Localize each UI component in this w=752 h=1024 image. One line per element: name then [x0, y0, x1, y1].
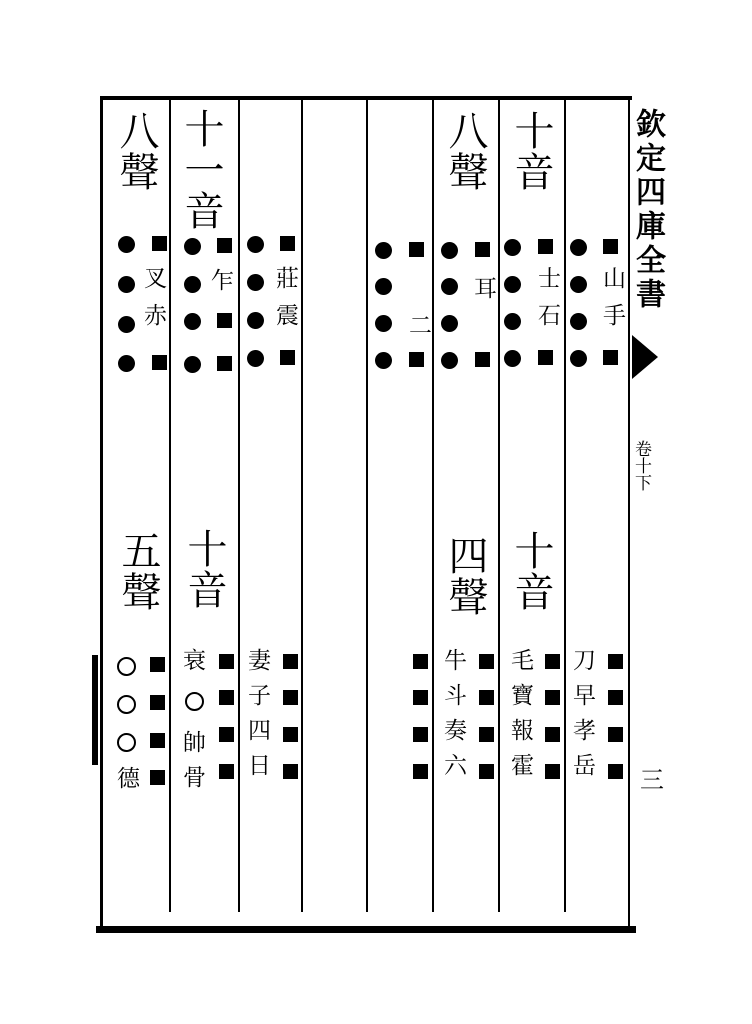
filled-circle-symbol	[184, 238, 201, 255]
filled-square-symbol	[280, 236, 295, 251]
lower-heading: 十音	[508, 530, 554, 612]
filled-circle-symbol	[247, 274, 264, 291]
rhyme-chars: 牛斗奏六	[440, 648, 466, 788]
filled-square-symbol	[479, 727, 494, 742]
rhyme-chars: 士石	[534, 266, 560, 340]
filled-circle-symbol	[375, 278, 392, 295]
filled-square-symbol	[413, 654, 428, 669]
book-title: 欽定四庫全書	[630, 108, 665, 312]
filled-square-symbol	[538, 239, 553, 254]
filled-square-symbol	[409, 242, 424, 257]
filled-circle-symbol	[118, 276, 135, 293]
filled-circle-symbol	[504, 239, 521, 256]
rhyme-chars: 刀早孝岳	[569, 648, 595, 788]
rhyme-char: 耳	[470, 276, 496, 313]
filled-square-symbol	[217, 238, 232, 253]
filled-square-symbol	[283, 690, 298, 705]
open-circle-symbol	[117, 695, 136, 714]
volume-label: 卷十下	[631, 440, 651, 491]
filled-square-symbol	[150, 733, 165, 748]
filled-circle-symbol	[504, 276, 521, 293]
filled-square-symbol	[150, 770, 165, 785]
page-marker: 三	[640, 766, 664, 794]
filled-square-symbol	[152, 236, 167, 251]
rhyme-chars: 帥骨	[179, 730, 205, 800]
filled-square-symbol	[545, 727, 560, 742]
filled-square-symbol	[608, 654, 623, 669]
filled-circle-symbol	[118, 355, 135, 372]
filled-square-symbol	[545, 764, 560, 779]
filled-square-symbol	[219, 690, 234, 705]
open-circle-symbol	[117, 733, 136, 752]
filled-circle-symbol	[375, 315, 392, 332]
rhyme-chars: 毛寶報霍	[507, 648, 533, 788]
filled-circle-symbol	[504, 350, 521, 367]
filled-circle-symbol	[118, 236, 135, 253]
filled-square-symbol	[150, 695, 165, 710]
upper-heading: 八聲	[442, 110, 488, 192]
column-rule	[564, 100, 566, 912]
column-rule	[366, 100, 368, 912]
column-rule	[432, 100, 434, 912]
filled-square-symbol	[475, 352, 490, 367]
filled-circle-symbol	[375, 242, 392, 259]
filled-circle-symbol	[184, 313, 201, 330]
filled-circle-symbol	[375, 352, 392, 369]
column-rule	[498, 100, 500, 912]
filled-square-symbol	[409, 352, 424, 367]
filled-circle-symbol	[118, 316, 135, 333]
rhyme-chars: 山手	[599, 266, 625, 340]
filled-circle-symbol	[504, 313, 521, 330]
filled-square-symbol	[283, 764, 298, 779]
filled-square-symbol	[219, 764, 234, 779]
rhyme-chars: 莊震	[272, 266, 298, 340]
filled-square-symbol	[479, 764, 494, 779]
filled-circle-symbol	[570, 313, 587, 330]
filled-square-symbol	[283, 727, 298, 742]
margin-bar	[92, 655, 98, 765]
filled-square-symbol	[538, 350, 553, 365]
filled-circle-symbol	[184, 356, 201, 373]
filled-circle-symbol	[570, 350, 587, 367]
filled-square-symbol	[219, 727, 234, 742]
fish-tail-mark	[632, 335, 658, 379]
filled-square-symbol	[603, 239, 618, 254]
filled-square-symbol	[479, 654, 494, 669]
filled-square-symbol	[545, 690, 560, 705]
frame-bottom-rule	[96, 926, 636, 933]
filled-square-symbol	[545, 654, 560, 669]
frame-left-rule	[100, 96, 103, 932]
upper-heading: 十一音	[178, 108, 224, 231]
open-square-symbol	[217, 313, 232, 328]
rhyme-char: 乍	[207, 268, 233, 305]
rhyme-char: 衰	[179, 648, 205, 685]
filled-square-symbol	[475, 242, 490, 257]
rhyme-char: 德	[113, 766, 139, 803]
column-rule	[169, 100, 171, 912]
filled-circle-symbol	[247, 236, 264, 253]
filled-circle-symbol	[441, 352, 458, 369]
filled-circle-symbol	[570, 276, 587, 293]
filled-square-symbol	[603, 350, 618, 365]
lower-heading: 十音	[181, 528, 227, 610]
filled-circle-symbol	[441, 242, 458, 259]
rhyme-char: 二	[405, 313, 431, 350]
filled-circle-symbol	[570, 239, 587, 256]
upper-heading: 八聲	[113, 110, 159, 192]
filled-square-symbol	[608, 690, 623, 705]
filled-circle-symbol	[184, 276, 201, 293]
filled-square-symbol	[152, 355, 167, 370]
lower-heading: 五聲	[115, 530, 161, 612]
rhyme-chars: 妻子四日	[244, 648, 270, 788]
filled-square-symbol	[608, 727, 623, 742]
filled-square-symbol	[280, 350, 295, 365]
rhyme-chars: 叉赤	[140, 266, 166, 340]
filled-circle-symbol	[441, 315, 458, 332]
filled-square-symbol	[413, 727, 428, 742]
filled-circle-symbol	[247, 312, 264, 329]
filled-square-symbol	[413, 690, 428, 705]
filled-square-symbol	[413, 764, 428, 779]
filled-square-symbol	[150, 657, 165, 672]
filled-circle-symbol	[441, 278, 458, 295]
filled-square-symbol	[608, 764, 623, 779]
filled-square-symbol	[479, 690, 494, 705]
upper-heading: 十音	[508, 110, 554, 192]
filled-square-symbol	[217, 356, 232, 371]
filled-square-symbol	[283, 654, 298, 669]
column-rule	[301, 100, 303, 912]
open-circle-symbol	[117, 657, 136, 676]
column-rule	[238, 100, 240, 912]
filled-circle-symbol	[247, 350, 264, 367]
filled-square-symbol	[219, 654, 234, 669]
lower-heading: 四聲	[442, 535, 488, 617]
open-circle-symbol	[185, 692, 204, 711]
